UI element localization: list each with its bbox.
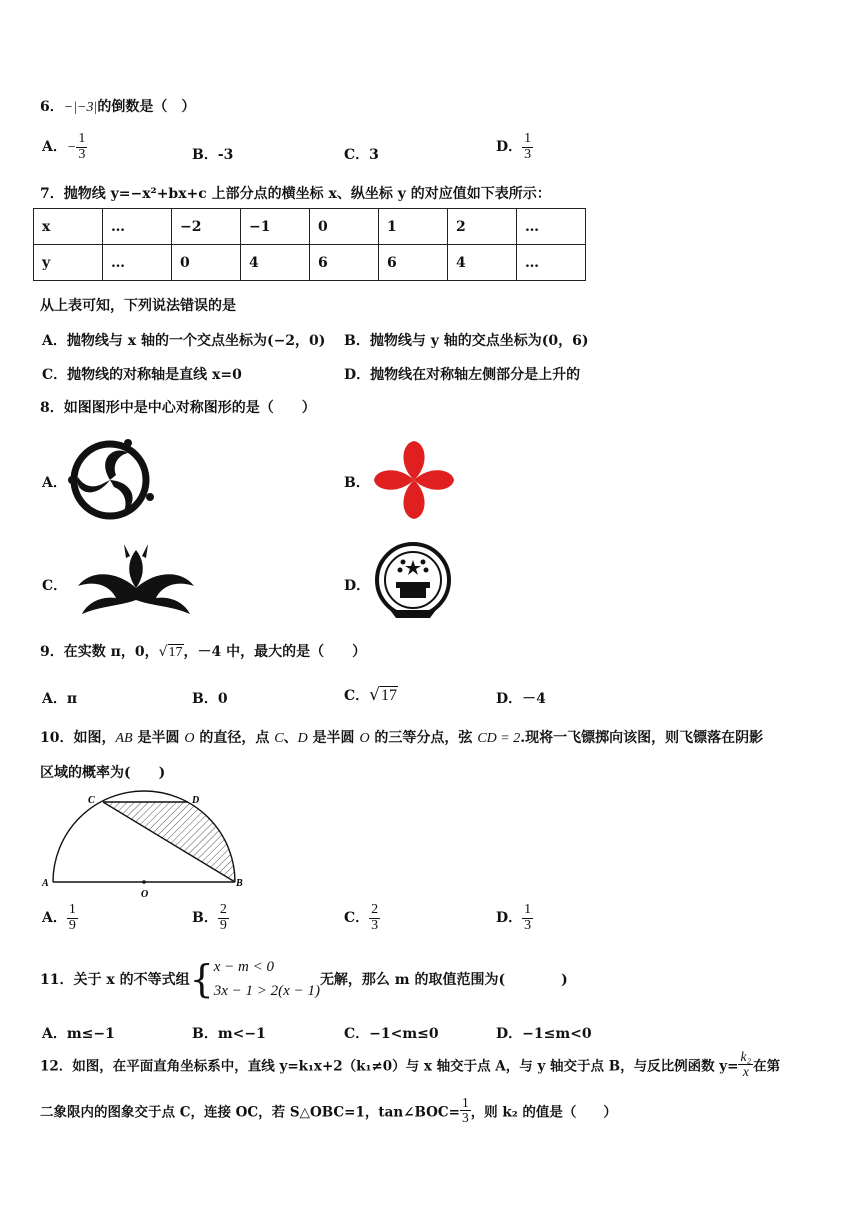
table-cell: −2 <box>172 209 241 245</box>
q6-abs-expr: |−3| <box>73 100 98 115</box>
table-cell: x <box>34 209 103 245</box>
q11-option-c: C．−1<m≤0 <box>344 1026 439 1042</box>
q10-option-b: B． $\frac{2}{9}$ <box>192 902 227 933</box>
q11-inequality-2: 3x − 1 > 2(x − 1) <box>213 983 320 999</box>
q7-stem: 7．抛物线 y=−x²+bx+c 上部分点的横坐标 x、纵坐标 y 的对应值如下表所示： <box>40 186 551 202</box>
table-cell: … <box>517 245 586 281</box>
table-cell: 6 <box>310 245 379 281</box>
label-o: O <box>141 889 149 900</box>
q6-option-d: D． $\frac{1}{3}$ <box>496 131 532 162</box>
table-cell: 4 <box>448 245 517 281</box>
q7-value-table <box>33 208 586 281</box>
q8-figure-c-bird-pattern <box>66 540 206 622</box>
q8-option-d-label: D． <box>344 578 371 594</box>
q6-number: 6． <box>40 99 64 115</box>
q8-figure-d-national-emblem <box>370 538 456 626</box>
q11-inequality-1: x − m < 0 <box>213 959 274 975</box>
q9-option-b: B．0 <box>192 691 228 707</box>
q10-option-c: C． $\frac{2}{3}$ <box>344 902 379 933</box>
q6-option-c: C．3 <box>344 147 379 163</box>
table-cell: 2 <box>448 209 517 245</box>
q7-note: 从上表可知，下列说法错误的是 <box>40 298 236 314</box>
table-cell: 4 <box>241 245 310 281</box>
q9-stem: 9．在实数 π，0，√17，－4 中，最大的是（ ） <box>40 644 367 660</box>
label-a: A <box>42 878 49 889</box>
q9-option-a: A．π <box>42 691 78 707</box>
table-cell: −1 <box>241 209 310 245</box>
q8-option-c-label: C． <box>42 578 68 594</box>
label-b: B <box>236 878 243 889</box>
q6-option-b: B．-3 <box>192 147 234 163</box>
q10-option-a: A． $\frac{1}{9}$ <box>42 902 76 933</box>
q7-option-a: A．抛物线与 x 轴的一个交点坐标为(−2，0) <box>42 333 326 349</box>
table-cell: … <box>103 245 172 281</box>
table-cell: 1 <box>379 209 448 245</box>
q7-option-b: B．抛物线与 y 轴的交点坐标为(0，6) <box>344 333 589 349</box>
q8-figure-a-triskelion-emblem <box>66 437 156 522</box>
q7-option-c: C．抛物线的对称轴是直线 x=0 <box>42 367 242 383</box>
table-cell: … <box>517 209 586 245</box>
q12-stem-line1: 12．如图，在平面直角坐标系中，直线 y=k₁x+2（k₁≠0）与 x 轴交于点 A，与 y 轴交于点 B，与反比例函数 y= $\frac{\text{k₂}}{x}$ 在第 <box>40 1049 781 1080</box>
table-cell: 0 <box>310 209 379 245</box>
table-cell: 0 <box>172 245 241 281</box>
table-row <box>34 209 586 245</box>
label-c: C <box>88 795 95 806</box>
q11-option-d: D．−1≤m<0 <box>496 1026 592 1042</box>
q11-stem: 11．关于 x 的不等式组{ x − m < 0 3x − 1 > 2(x − 1) 无解，那么 m 的取值范围为( ) <box>40 957 568 1001</box>
q11-option-b: B．m<−1 <box>192 1026 266 1042</box>
q10-semicircle-figure <box>40 790 250 900</box>
q8-option-b-label: B． <box>344 475 370 491</box>
table-cell: 6 <box>379 245 448 281</box>
q8-stem: 8．如图图形中是中心对称图形的是（ ） <box>40 400 316 416</box>
q7-option-d: D．抛物线在对称轴左侧部分是上升的 <box>344 367 581 383</box>
q9-option-d: D．－4 <box>496 691 546 707</box>
q10-option-d: D． $\frac{1}{3}$ <box>496 902 532 933</box>
q10-stem-line2: 区域的概率为( ) <box>40 765 166 781</box>
table-cell: … <box>103 209 172 245</box>
label-d: D <box>192 795 200 806</box>
q8-figure-b-four-petal-flower <box>368 435 460 525</box>
table-row <box>34 245 586 281</box>
q11-option-a: A．m≤−1 <box>42 1026 115 1042</box>
table-cell: y <box>34 245 103 281</box>
q6-option-a: A．− $\frac{1}{3}$ <box>42 131 86 162</box>
q9-option-c: C．√17 <box>344 685 397 705</box>
q8-option-a-label: A． <box>42 475 67 491</box>
q6-stem: 6．−|−3|的倒数是（ ） <box>40 99 196 115</box>
q10-stem-line1: 10．如图，AB 是半圆 O 的直径，点 C、D 是半圆 O 的三等分点，弦 CD = 2.现将一飞镖掷向该图，则飞镖落在阴影 <box>40 730 764 746</box>
q12-stem-line2: 二象限内的图象交于点 C，连接 OC，若 S△OBC=1，tan∠BOC= $\frac{1}{3}$ ，则 k₂ 的值是（ ） <box>40 1095 617 1126</box>
